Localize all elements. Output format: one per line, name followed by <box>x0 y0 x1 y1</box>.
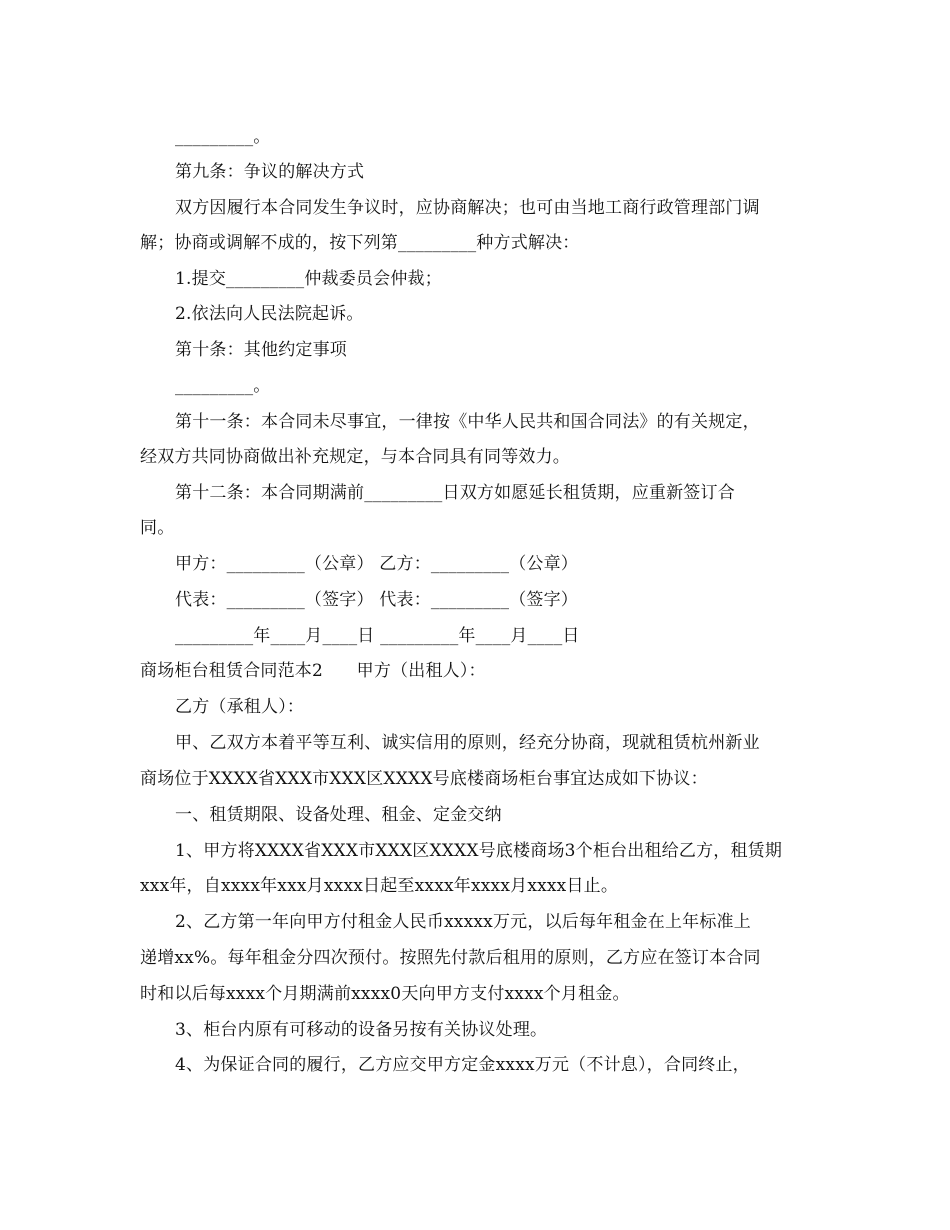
paragraph-line: 2、乙方第一年向甲方付租金人民币xxxxx万元，以后每年租金在上年标准上 <box>175 912 751 932</box>
party-b-line: 乙方（承租人）： <box>175 697 305 717</box>
paragraph-line: 双方因履行本合同发生争议时，应协商解决；也可由当地工商行政管理部门调 <box>175 198 760 218</box>
paragraph-line: xxx年，自xxxx年xxx月xxxx日起至xxxx年xxxx月xxxx日止。 <box>140 876 619 896</box>
article-9-heading: 第九条：争议的解决方式 <box>175 162 365 182</box>
signature-representatives: 代表：_________（签字） 代表：_________（签字） <box>175 590 579 610</box>
paragraph-line: 递增xx%。每年租金分四次预付。按照先付款后租用的原则，乙方应在签订本合同 <box>140 948 761 968</box>
section-heading: 一、租赁期限、设备处理、租金、定金交纳 <box>175 805 502 825</box>
paragraph-line: 经双方共同协商做出补充规定，与本合同具有同等效力。 <box>140 447 570 467</box>
signature-dates: _________年____月____日 _________年____月____日 <box>175 626 580 646</box>
contract-2-title: 商场柜台租赁合同范本2 甲方（出租人）： <box>140 661 486 681</box>
paragraph-line: 3、柜台内原有可移动的设备另按有关协议处理。 <box>175 1020 548 1040</box>
blank-line: _________。 <box>175 376 271 396</box>
paragraph-line: 时和以后每xxxx个月期满前xxxx0天向甲方支付xxxx个月租金。 <box>140 984 630 1004</box>
paragraph-line: 商场位于XXXX省XXX市XXX区XXXX号底楼商场柜台事宜达成如下协议： <box>140 769 708 789</box>
paragraph-line: 1、甲方将XXXX省XXX市XXX区XXXX号底楼商场3个柜台出租给乙方，租赁期 <box>175 841 783 861</box>
paragraph-line: 甲、乙双方本着平等互利、诚实信用的原则，经充分协商，现就租赁杭州新业 <box>175 733 760 753</box>
paragraph-line: 第十一条：本合同未尽事宜，一律按《中华人民共和国合同法》的有关规定， <box>175 412 760 432</box>
article-10-heading: 第十条：其他约定事项 <box>175 340 347 360</box>
paragraph-line: 4、为保证合同的履行，乙方应交甲方定金xxxx万元（不计息），合同终止， <box>175 1055 750 1075</box>
list-item: 2.依法向人民法院起诉。 <box>175 304 364 324</box>
paragraph-line: 解；协商或调解不成的，按下列第_________种方式解决： <box>140 233 580 253</box>
signature-parties: 甲方：_________（公章） 乙方：_________（公章） <box>175 554 579 574</box>
paragraph-line: 同。 <box>140 518 175 538</box>
list-item: 1.提交_________仲裁委员会仲裁； <box>175 269 442 289</box>
blank-line: _________。 <box>175 127 271 147</box>
paragraph-line: 第十二条：本合同期满前_________日双方如愿延长租赁期，应重新签订合 <box>175 483 735 503</box>
